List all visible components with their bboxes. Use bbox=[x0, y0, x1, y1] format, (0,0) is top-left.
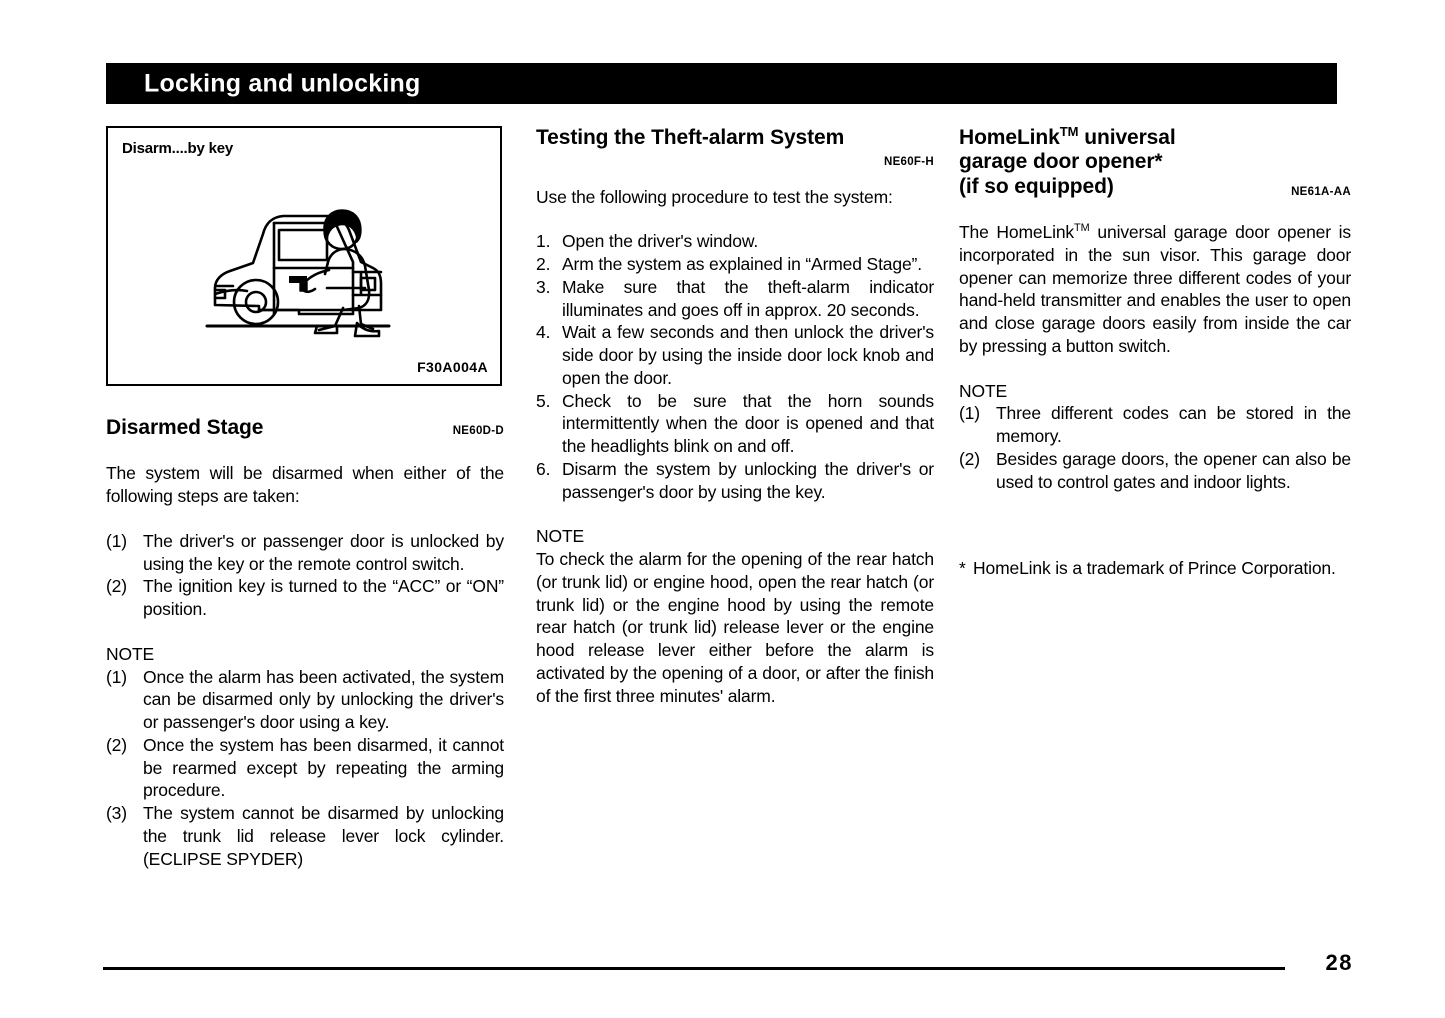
list-item-text: Once the alarm has been activated, the system can be disarmed only by unlocking the driver's or passenger's door using a key. bbox=[143, 666, 504, 733]
list-item bbox=[106, 802, 504, 870]
list-marker: (3) bbox=[106, 803, 127, 824]
homelink-intro-post: universal garage door opener is incorporated in the sun visor. This garage door opener can memorize three different codes of your hand-held transmitter and enables the user to open and close garage doors easily from inside the car by pressing a button switch. bbox=[959, 222, 1351, 356]
figure-code: F30A004A bbox=[417, 359, 488, 375]
list-item bbox=[536, 390, 934, 458]
list-item bbox=[536, 253, 934, 276]
spacer bbox=[536, 208, 934, 230]
section-heading-testing-theft-alarm bbox=[536, 126, 934, 172]
footer-divider-rule bbox=[103, 967, 1285, 970]
section-heading-disarmed-stage bbox=[106, 416, 504, 440]
list-item-text: The ignition key is turned to the “ACC” or “ON” position. bbox=[143, 576, 504, 620]
spacer bbox=[959, 358, 1351, 380]
section-heading-text: Disarmed Stage bbox=[106, 416, 264, 439]
spacer bbox=[106, 386, 504, 416]
list-item bbox=[959, 448, 1351, 494]
figure-illustration-box bbox=[106, 126, 502, 386]
trademark-superscript: TM bbox=[1059, 124, 1079, 139]
list-item-text: Check to be sure that the horn sounds intermittently when the door is opened and that the headlights blink on and off. bbox=[562, 390, 934, 457]
testing-steps-list bbox=[536, 230, 934, 503]
spacer bbox=[106, 440, 504, 462]
spacer bbox=[536, 503, 934, 525]
note-label: NOTE bbox=[106, 643, 155, 664]
list-item bbox=[959, 402, 1351, 448]
homelink-intro-pre: The HomeLink bbox=[959, 222, 1075, 243]
left-column bbox=[106, 126, 504, 870]
section-code: NE61A-AA bbox=[1291, 185, 1351, 198]
person-unlocking-car-door-with-key-illustration bbox=[203, 190, 413, 345]
middle-column bbox=[536, 126, 934, 707]
disarmed-notes-list bbox=[106, 666, 504, 871]
list-item-text: Arm the system as explained in “Armed Stage”. bbox=[562, 254, 922, 275]
list-item bbox=[106, 734, 504, 802]
list-marker: 4. bbox=[536, 322, 551, 343]
list-marker: (1) bbox=[106, 666, 127, 687]
list-item-text: Open the driver's window. bbox=[562, 231, 759, 252]
section-heading-line-3-row bbox=[959, 175, 1351, 199]
figure-caption: Disarm....by key bbox=[122, 140, 234, 157]
footnote-text: HomeLink is a trademark of Prince Corporation. bbox=[973, 558, 1336, 579]
disarmed-steps-list bbox=[106, 530, 504, 621]
list-marker: 2. bbox=[536, 254, 551, 275]
spacer bbox=[959, 199, 1351, 221]
section-heading-text: HomeLink bbox=[959, 126, 1060, 149]
list-item bbox=[536, 458, 934, 504]
section-code: NE60D-D bbox=[452, 425, 504, 438]
homelink-trademark-footnote bbox=[959, 557, 1351, 580]
spacer bbox=[536, 172, 934, 186]
list-item bbox=[106, 575, 504, 621]
section-heading-line-3: (if so equipped) bbox=[959, 174, 1114, 198]
list-marker: (1) bbox=[959, 403, 980, 424]
section-heading-homelink bbox=[959, 126, 1351, 199]
section-heading-line-2: garage door opener* bbox=[959, 150, 1163, 174]
list-item-text: Wait a few seconds and then unlock the driver's side door by using the inside door lock knob and open the door. bbox=[562, 322, 934, 388]
list-marker: 6. bbox=[536, 458, 551, 479]
list-marker: 1. bbox=[536, 231, 551, 252]
homelink-notes-list bbox=[959, 402, 1351, 493]
list-marker: 3. bbox=[536, 276, 551, 297]
right-column bbox=[959, 126, 1351, 580]
spacer bbox=[106, 621, 504, 643]
page-number: 28 bbox=[1325, 950, 1353, 975]
section-code: NE60F-H bbox=[883, 156, 934, 169]
spacer bbox=[959, 493, 1351, 557]
list-item-text: Make sure that the theft-alarm indicator illuminates and goes off in approx. 20 seconds. bbox=[562, 276, 934, 320]
testing-note-paragraph: To check the alarm for the opening of the rear hatch (or trunk lid) or engine hood, open the rear hatch (or trunk lid) or the engine hood by using the remote rear hatch (or trunk lid) release lever or the engine hood release lever either before the alarm is activated by the opening of a door, or after the finish of the first three minutes' alarm. bbox=[536, 549, 934, 706]
testing-intro-paragraph: Use the following procedure to test the system: bbox=[536, 186, 893, 207]
list-marker: (1) bbox=[106, 530, 127, 551]
list-marker: (2) bbox=[959, 448, 980, 469]
note-label: NOTE bbox=[959, 380, 1008, 401]
list-item-text: Disarm the system by unlocking the driver's or passenger's door by using the key. bbox=[562, 458, 934, 502]
note-label: NOTE bbox=[536, 526, 585, 547]
list-marker: 5. bbox=[536, 390, 551, 411]
list-item bbox=[536, 230, 934, 253]
list-marker: (2) bbox=[106, 576, 127, 597]
list-item bbox=[536, 321, 934, 389]
list-marker: (2) bbox=[106, 734, 127, 755]
list-item-text: The system cannot be disarmed by unlocking the trunk lid release lever lock cylinder. (ECLIPSE SPYDER) bbox=[143, 803, 504, 869]
list-item bbox=[106, 666, 504, 734]
section-heading-text-cont: universal bbox=[1078, 126, 1176, 149]
page-title: Locking and unlocking bbox=[144, 69, 421, 97]
list-item bbox=[536, 276, 934, 322]
list-item-text: The driver's or passenger door is unlocked by using the key or the remote control switch. bbox=[143, 530, 504, 574]
trademark-superscript: TM bbox=[1074, 222, 1090, 235]
page-header-bar bbox=[106, 63, 1337, 104]
footnote-marker: * bbox=[959, 558, 966, 579]
list-item-text: Besides garage doors, the opener can also be used to control gates and indoor lights. bbox=[996, 448, 1351, 492]
spacer bbox=[106, 508, 504, 530]
disarmed-intro-paragraph: The system will be disarmed when either of the following steps are taken: bbox=[106, 463, 504, 507]
section-heading-text: Testing the Theft-alarm System bbox=[536, 126, 845, 149]
list-item-text: Three different codes can be stored in the memory. bbox=[996, 403, 1351, 447]
list-item-text: Once the system has been disarmed, it cannot be rearmed except by repeating the arming procedure. bbox=[143, 734, 504, 801]
list-item bbox=[106, 530, 504, 576]
section-heading-line-1 bbox=[959, 126, 1351, 150]
homelink-intro-paragraph bbox=[959, 221, 1351, 358]
